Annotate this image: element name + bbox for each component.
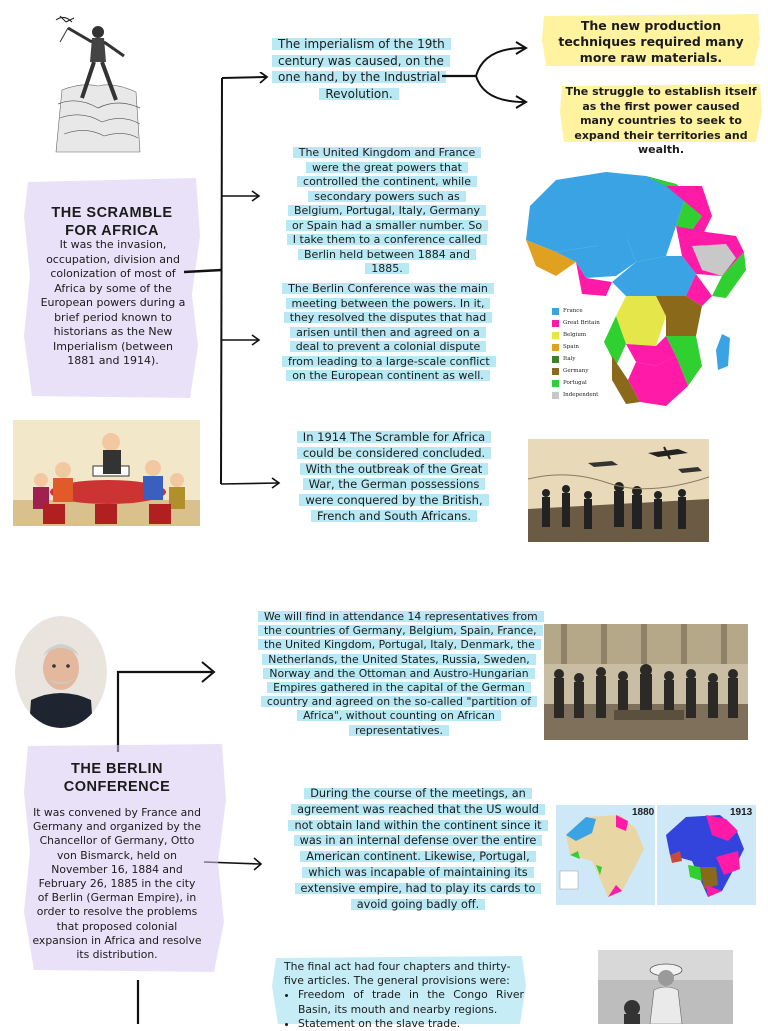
- legend-item: [552, 389, 632, 401]
- legend-label: Portugal: [563, 380, 587, 386]
- legend-swatch: [552, 368, 559, 375]
- legend-swatch: [552, 380, 559, 387]
- legend-swatch: [552, 392, 559, 399]
- comparison-year-1913: 1913: [730, 807, 753, 818]
- imperialism-cause: The imperialism of the 19th century was caused, on the one hand, by the Industrial Revolution.: [272, 37, 451, 101]
- legend-item: [552, 317, 632, 329]
- explorer-photo: [598, 950, 733, 1024]
- top-bracket-arrows: [180, 72, 290, 492]
- agreement-text: During the course of the meetings, an agreement was reached that the US would not obtain land within the continent since it was in an internal defense over the entire American continent. Likewise, Portugal, which was incapable of maintaining its extensive empire, had to play its cards to avoid going badly off.: [288, 787, 547, 911]
- legend-swatch: [552, 320, 559, 327]
- legend-item: [552, 353, 632, 365]
- cartoon-illustration: [13, 420, 200, 526]
- legend-item: [552, 305, 632, 317]
- fork-arrows: [440, 38, 532, 110]
- powers-text: The United Kingdom and France were the great powers that controlled the continent, while secondary powers such as Belgium, Portugal, Italy, Germany or Spain had a smaller number. So I take them to a conference called Berlin held between 1884 and 1885.: [286, 146, 488, 275]
- reason1-box: [540, 12, 762, 68]
- legend-item: [552, 329, 632, 341]
- colossus-illustration: [52, 12, 144, 154]
- reason2-box: [558, 82, 764, 156]
- berlin-title-line2: CONFERENCE: [63, 779, 171, 795]
- legend-swatch: [552, 332, 559, 339]
- legend-item: [552, 365, 632, 377]
- legend-label: Spain: [563, 344, 579, 350]
- legend-swatch: [552, 344, 559, 351]
- attendance-text: We will find in attendance 14 representatives from the countries of Germany, Belgium, Spain, France, the United Kingdom, Portugal, Italy, Denmark, the Netherlands, the United States, Russia, Sweden, Norway and the Ottoman and Austro-Hungarian Empires gathered in the capital of the German country and agreed on the so-called "partition of Africa", without counting on African representatives.: [258, 610, 544, 737]
- legend-label: Germany: [563, 368, 589, 374]
- conference-painting: [544, 624, 748, 740]
- legend-swatch: [552, 308, 559, 315]
- war-photo: [528, 439, 709, 542]
- scramble-title-line1: THE SCRAMBLE: [51, 205, 173, 221]
- map-legend: [552, 305, 632, 401]
- africa-comparison-map: [556, 805, 756, 905]
- legend-label: Italy: [563, 356, 576, 362]
- comparison-year-1880: 1880: [632, 807, 655, 818]
- legend-item: [552, 341, 632, 353]
- legend-item: [552, 377, 632, 389]
- provision-item: • Freedom of trade in the Congo River Basin, its mouth and nearby regions.: [298, 988, 524, 1016]
- bismarck-portrait: [15, 616, 107, 728]
- legend-label: Independent: [563, 392, 599, 398]
- legend-label: France: [563, 308, 583, 314]
- war-text: In 1914 The Scramble for Africa could be considered concluded. With the outbreak of the Great War, the German possessions were conquered by the British, French and South Africans.: [297, 430, 491, 523]
- provisions-list: [284, 988, 524, 1031]
- legend-swatch: [552, 356, 559, 363]
- reason2-text: The struggle to establish itself as the first power caused many countries to seek to expand their territories and wealth.: [565, 85, 757, 156]
- berlin-title-line1: THE BERLIN: [71, 761, 163, 777]
- berlin-description: It was convened by France and Germany and organized by the Chancellor of Germany, Otto von Bismarck, held on November 16, 1884 and February 26, 1885 in the city of Berlin (German Empire), in order to resolve the problems that proposed colonial expansion in Africa and resolve its distribution.: [32, 806, 202, 962]
- reason1-text: The new production techniques required many more raw materials.: [558, 18, 744, 65]
- conference-summary-text: The Berlin Conference was the main meeting between the powers. In it, they resolved the disputes that had arisen until then and agreed on a deal to prevent a colonial dispute from leading to a large-scale conflict on the European continent as well.: [282, 282, 496, 382]
- final-act-intro: The final act had four chapters and thirty-five articles. The general provisions were:: [284, 960, 511, 988]
- scramble-title-line2: FOR AFRICA: [65, 223, 159, 239]
- scramble-definition: It was the invasion, occupation, division and colonization of most of Africa by some of the European powers during a brief period known to historians as the New Imperialism (between 1881 and 1914).: [40, 238, 186, 367]
- legend-label: Belgium: [563, 332, 587, 338]
- legend-label: Great Britain: [563, 320, 600, 326]
- provision-item: • Statement on the slave trade.: [298, 1017, 524, 1031]
